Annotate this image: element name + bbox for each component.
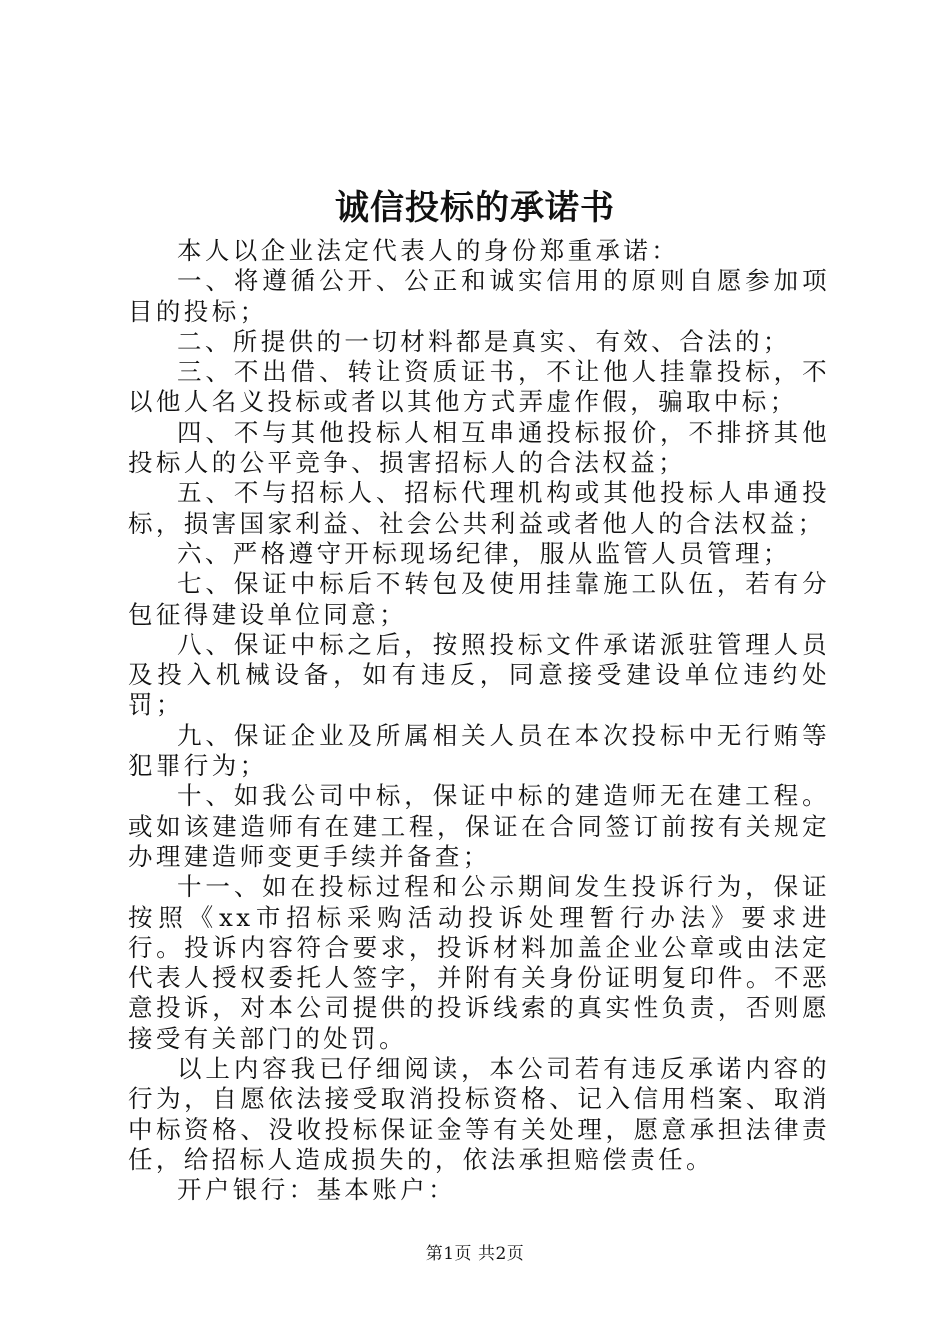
paragraph-item-5: 五、不与招标人、招标代理机构或其他投标人串通投标，损害国家利益、社会公共利益或者他人的合法权益； xyxy=(128,478,830,538)
paragraph-item-11: 十一、如在投标过程和公示期间发生投诉行为，保证按照《xx市招标采购活动投诉处理暂行办法》要求进行。投诉内容符合要求，投诉材料加盖企业公章或由法定代表人授权委托人签字，并附有关身份证明复印件。不恶意投诉，对本公司提供的投诉线索的真实性负责，否则愿接受有关部门的处罚。 xyxy=(128,872,830,1053)
paragraph-item-8: 八、保证中标之后，按照投标文件承诺派驻管理人员及投入机械设备，如有违反，同意接受建设单位违约处罚； xyxy=(128,629,830,720)
paragraph-intro: 本人以企业法定代表人的身份郑重承诺： xyxy=(177,236,680,265)
paragraph-item-6: 六、严格遵守开标现场纪律，服从监管人员管理； xyxy=(177,538,791,568)
document-title: 诚信投标的承诺书 xyxy=(335,188,615,228)
paragraph-item-3: 三、不出借、转让资质证书，不让他人挂靠投标，不以他人名义投标或者以其他方式弄虚作假，骗取中标； xyxy=(128,357,830,417)
document-body xyxy=(128,236,830,1206)
page-number-footer: 第1页 共2页 xyxy=(425,1244,525,1264)
paragraph-item-10: 十、如我公司中标，保证中标的建造师无在建工程。或如该建造师有在建工程，保证在合同签订前按有关规定办理建造师变更手续并备查； xyxy=(128,781,830,871)
paragraph-item-1: 一、将遵循公开、公正和诚实信用的原则自愿参加项目的投标； xyxy=(128,266,830,326)
paragraph-item-9: 九、保证企业及所属相关人员在本次投标中无行贿等犯罪行为； xyxy=(128,720,830,781)
paragraph-item-2: 二、所提供的一切材料都是真实、有效、合法的； xyxy=(177,326,791,356)
paragraph-item-4: 四、不与其他投标人相互串通投标报价，不排挤其他投标人的公平竞争、损害招标人的合法权益； xyxy=(128,417,830,478)
paragraph-closing: 以上内容我已仔细阅读，本公司若有违反承诺内容的行为，自愿依法接受取消投标资格、记入信用档案、取消中标资格、没收投标保证金等有关处理，愿意承担法律责任，给招标人造成损失的，依法承担赔偿责任。 xyxy=(128,1054,830,1174)
paragraph-bank-account: 开户银行：基本账户： xyxy=(177,1175,456,1205)
paragraph-item-7: 七、保证中标后不转包及使用挂靠施工队伍，若有分包征得建设单位同意； xyxy=(128,569,830,629)
